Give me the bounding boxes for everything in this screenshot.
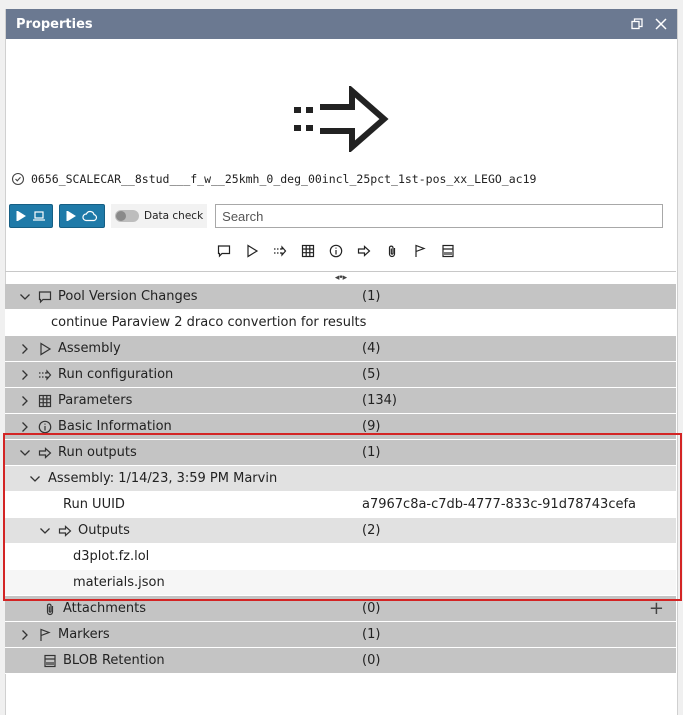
run-local-button[interactable] (9, 204, 53, 228)
paperclip-icon[interactable] (382, 242, 402, 260)
section-blob-retention[interactable] (5, 648, 676, 674)
section-label: Assembly (58, 341, 121, 356)
dashed-arrow-small-icon[interactable] (270, 242, 290, 260)
dashed-arrow-icon (292, 86, 392, 152)
section-icon-bar (214, 242, 458, 260)
info-icon[interactable] (326, 242, 346, 260)
splitter-grip-icon[interactable]: ◂•▸ (334, 272, 347, 283)
blob-storage-icon (43, 654, 57, 668)
chevron-down-icon[interactable] (19, 447, 31, 459)
chevron-down-icon[interactable] (39, 525, 51, 537)
section-label: Run configuration (58, 367, 174, 382)
title-bar (6, 9, 677, 39)
dashed-arrow-small-icon (38, 368, 52, 382)
data-check-toggle[interactable] (111, 204, 207, 228)
section-count: (1) (362, 627, 381, 642)
section-count: (4) (362, 341, 381, 356)
arrow-right-outline-icon (58, 524, 72, 538)
chevron-right-icon[interactable] (19, 421, 31, 433)
paperclip-icon (43, 602, 57, 616)
chevron-right-icon[interactable] (19, 343, 31, 355)
chevron-down-icon[interactable] (19, 291, 31, 303)
play-outline-icon[interactable] (242, 242, 262, 260)
section-count: (0) (362, 653, 381, 668)
table-icon[interactable] (298, 242, 318, 260)
section-basic-information[interactable] (5, 414, 676, 440)
resize-splitter[interactable] (5, 271, 676, 283)
section-count: (134) (362, 393, 397, 408)
section-markers[interactable] (5, 622, 676, 648)
pool-version-note-row (5, 310, 676, 336)
section-label: Basic Information (58, 419, 172, 434)
section-attachments[interactable] (5, 596, 676, 622)
section-count: (9) (362, 419, 381, 434)
section-run-configuration[interactable] (5, 362, 676, 388)
chevron-right-icon[interactable] (19, 395, 31, 407)
restore-icon[interactable] (625, 12, 649, 36)
output-file-name[interactable]: materials.json (73, 575, 165, 590)
section-pool-version-changes[interactable] (5, 284, 676, 310)
comment-icon (38, 290, 52, 304)
outputs-row[interactable] (5, 518, 676, 544)
section-label: Parameters (58, 393, 133, 408)
add-attachment-icon[interactable]: + (648, 598, 664, 619)
laptop-icon (32, 211, 46, 221)
pool-version-note: continue Paraview 2 draco convertion for results (51, 315, 367, 330)
cloud-icon (82, 210, 98, 222)
section-parameters[interactable] (5, 388, 676, 414)
file-name-row (11, 172, 536, 186)
section-count: (5) (362, 367, 381, 382)
comment-icon[interactable] (214, 242, 234, 260)
blob-storage-icon[interactable] (438, 242, 458, 260)
section-label: Markers (58, 627, 110, 642)
run-uuid-label: Run UUID (63, 497, 125, 512)
section-label: Attachments (63, 601, 146, 616)
run-type-graphic (6, 39, 677, 179)
arrow-right-outline-icon (38, 446, 52, 460)
section-label: Run outputs (58, 445, 137, 460)
close-icon[interactable] (649, 12, 673, 36)
section-assembly[interactable] (5, 336, 676, 362)
flag-icon[interactable] (410, 242, 430, 260)
play-icon (16, 211, 26, 221)
section-count: (1) (362, 445, 381, 460)
file-name: 0656_SCALECAR__8stud___f_w__25kmh_0_deg_00incl_25pct_1st-pos_xx_LEGO_ac19 (31, 172, 537, 186)
data-check-label: Data check (144, 210, 204, 222)
search-input[interactable] (215, 204, 663, 228)
play-outline-icon (38, 342, 52, 356)
action-toolbar (9, 203, 663, 229)
chevron-right-icon[interactable] (19, 369, 31, 381)
section-count: (1) (362, 289, 381, 304)
section-label: BLOB Retention (63, 653, 165, 668)
check-circle-icon (11, 172, 25, 186)
arrow-right-outline-icon[interactable] (354, 242, 374, 260)
section-run-outputs[interactable] (5, 440, 676, 466)
section-count: (0) (362, 601, 381, 616)
toggle-switch[interactable] (115, 210, 139, 222)
output-file-row[interactable] (5, 570, 676, 596)
window-title: Properties (16, 16, 93, 32)
run-cloud-button[interactable] (59, 204, 105, 228)
run-uuid-row (5, 492, 676, 518)
output-file-name[interactable]: d3plot.fz.lol (73, 549, 150, 564)
assembly-entry-row[interactable] (5, 466, 676, 492)
assembly-entry-label: Assembly: 1/14/23, 3:59 PM Marvin (48, 471, 278, 486)
table-icon (38, 394, 52, 408)
chevron-right-icon[interactable] (19, 629, 31, 641)
play-icon (66, 211, 76, 221)
info-icon (38, 420, 52, 434)
section-label: Pool Version Changes (58, 289, 198, 304)
output-file-row[interactable] (5, 544, 676, 570)
chevron-down-icon[interactable] (29, 473, 41, 485)
flag-icon (38, 628, 52, 642)
outputs-label: Outputs (78, 523, 130, 538)
outputs-count: (2) (362, 523, 381, 538)
properties-tree (5, 284, 676, 674)
run-uuid-value: a7967c8a-c7db-4777-833c-91d78743cefa (362, 497, 637, 512)
